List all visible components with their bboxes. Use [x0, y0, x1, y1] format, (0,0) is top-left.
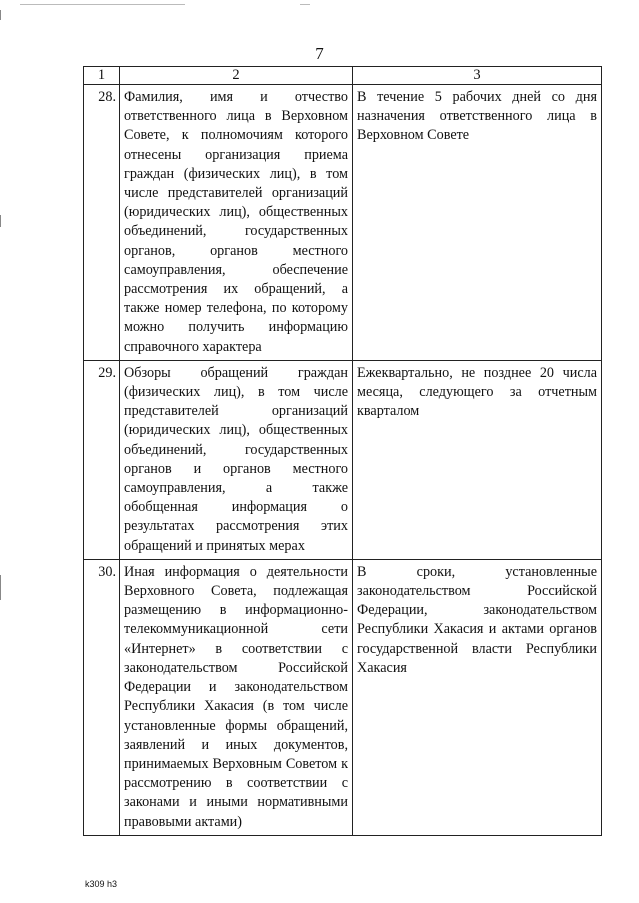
row-description: Фамилия, имя и отчество ответственного лица в Верховном Совете, к полномочиям которого отнесены организация приема граждан (физических лиц), в том числе представителей организаций (юридических лиц), общественных объединений, государственных органов, органов местного самоуправления, обеспечение рассмотрения их обращений, а также номер телефона, по которому можно получить информацию справочного характера [120, 85, 353, 361]
row-number: 30. [84, 559, 120, 835]
scan-edge-mark-top [0, 10, 1, 20]
scan-edge-mark-middle [0, 215, 1, 227]
table-row [84, 360, 602, 559]
row-description: Иная информация о деятельности Верховного Совета, подлежащая размещению в информационно-телекоммуникационной сети «Интернет» в соответствии с законодательством Российской Федерации и законодательством Республики Хакасия (в том числе установленные формы обращений, заявлений и иных документов, принимаемых Верховным Советом к рассмотрению в соответствии с законами и иными нормативными правовыми актами) [120, 559, 353, 835]
scan-edge-mark-lower [0, 575, 1, 600]
footer-code: k309 h3 [85, 879, 118, 889]
row-term: Ежеквартально, не позднее 20 числа месяца, следующего за отчетным кварталом [353, 360, 602, 559]
row-number: 29. [84, 360, 120, 559]
header-col-2: 2 [120, 67, 353, 85]
row-term: В сроки, установленные законодательством Российской Федерации, законодательством Республики Хакасия и актами органов государственной власти Республики Хакасия [353, 559, 602, 835]
page-number: 7 [315, 44, 324, 63]
table-header-row [84, 67, 602, 85]
row-description: Обзоры обращений граждан (физических лиц), в том числе представителей организаций (юридических лиц), общественных объединений, государственных органов и органов местного самоуправления, а также обобщенная информация о результатах рассмотрения этих обращений и принятых мерах [120, 360, 353, 559]
document-table [83, 66, 602, 836]
row-number: 28. [84, 85, 120, 361]
table-row [84, 85, 602, 361]
header-col-1: 1 [84, 67, 120, 85]
row-term: В течение 5 рабочих дней со дня назначения ответственного лица в Верховном Совете [353, 85, 602, 361]
scan-top-line-left [20, 4, 185, 5]
header-col-3: 3 [353, 67, 602, 85]
scan-top-line-right [300, 4, 310, 5]
table-row [84, 559, 602, 835]
